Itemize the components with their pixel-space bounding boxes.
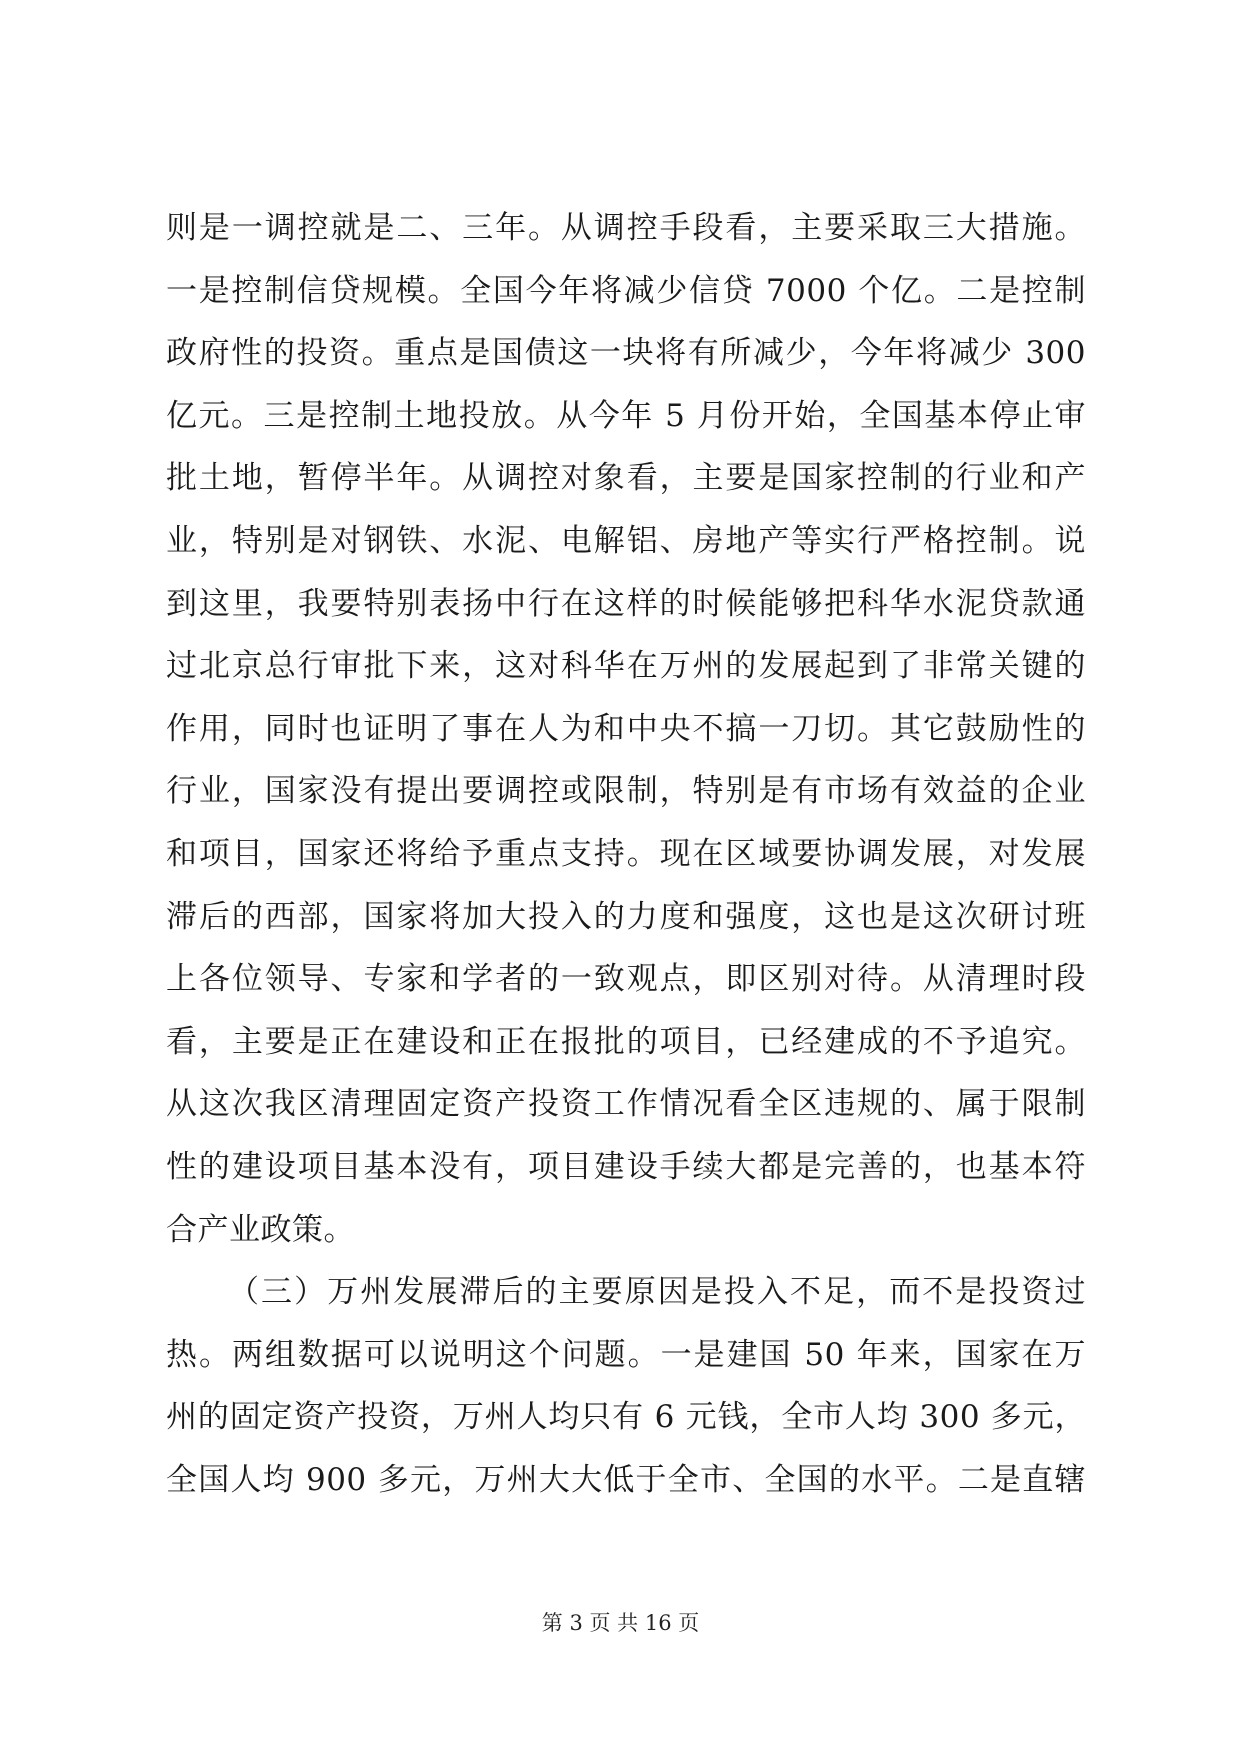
text-line: 则是一调控就是二、三年。从调控手段看，主要采取三大措施。: [166, 210, 1086, 246]
text-line: 州的固定资产投资，万州人均只有 6 元钱，全市人均 300 多元，: [166, 1399, 1086, 1436]
text-line: 亿元。三是控制土地投放。从今年 5 月份开始，全国基本停止审: [166, 397, 1086, 434]
text-line: 上各位领导、专家和学者的一致观点，即区别对待。从清理时段: [166, 961, 1086, 998]
text-line: 一是控制信贷规模。全国今年将减少信贷 7000 个亿。二是控制: [166, 272, 1086, 309]
text-line: 作用，同时也证明了事在人为和中央不搞一刀切。其它鼓励性的: [166, 710, 1086, 747]
text-line: 从这次我区清理固定资产投资工作情况看全区违规的、属于限制: [166, 1086, 1086, 1123]
text-line: 热。两组数据可以说明这个问题。一是建国 50 年来，国家在万: [166, 1336, 1086, 1373]
text-line: 政府性的投资。重点是国债这一块将有所减少，今年将减少 300: [166, 335, 1086, 372]
text-line: 和项目，国家还将给予重点支持。现在区域要协调发展，对发展: [166, 835, 1086, 872]
text-line: 看，主要是正在建设和正在报批的项目，已经建成的不予追究。: [166, 1023, 1086, 1060]
text-line: 批土地，暂停半年。从调控对象看，主要是国家控制的行业和产: [166, 460, 1086, 497]
text-line-paragraph-end: 合产业政策。: [166, 1211, 355, 1248]
text-line: 滞后的西部，国家将加大投入的力度和强度，这也是这次研讨班: [166, 898, 1086, 935]
text-line: 业，特别是对钢铁、水泥、电解铝、房地产等实行严格控制。说: [166, 522, 1086, 559]
body-text: [166, 197, 1086, 1511]
text-line: 过北京总行审批下来，这对科华在万州的发展起到了非常关键的: [166, 648, 1086, 685]
page-number-footer: 第 3 页 共 16 页: [541, 1611, 700, 1635]
text-line-section-heading: （三）万州发展滞后的主要原因是投入不足，而不是投资过: [228, 1274, 1086, 1311]
text-line: 全国人均 900 多元，万州大大低于全市、全国的水平。二是直辖: [166, 1461, 1086, 1498]
text-line: 性的建设项目基本没有，项目建设手续大都是完善的，也基本符: [166, 1148, 1086, 1185]
text-line: 到这里，我要特别表扬中行在这样的时候能够把科华水泥贷款通: [166, 585, 1086, 622]
text-line: 行业，国家没有提出要调控或限制，特别是有市场有效益的企业: [166, 773, 1086, 810]
